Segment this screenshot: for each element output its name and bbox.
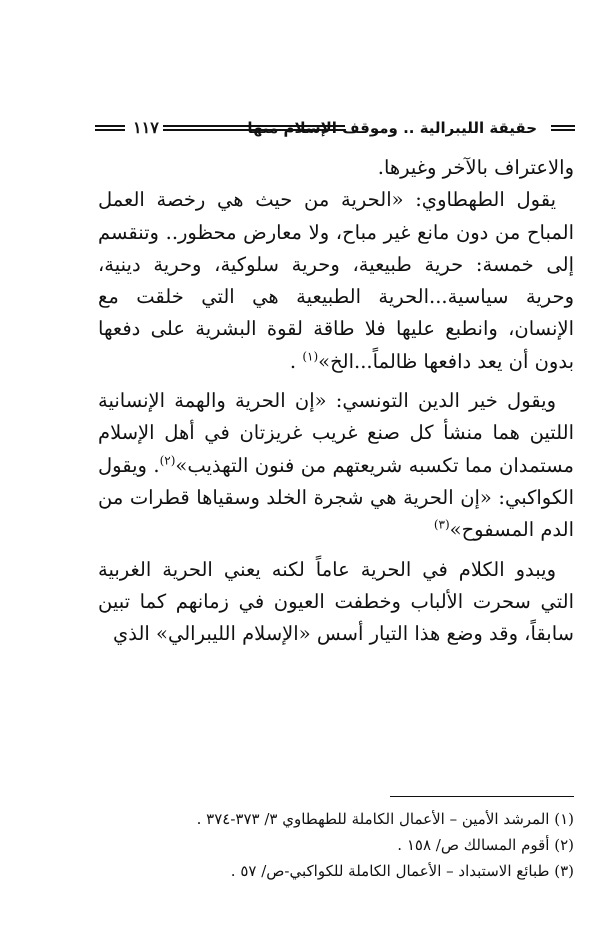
paragraph-2: يقول الطهطاوي: «الحرية من حيث هي رخصة العمل المباح من دون مانع غير مباح، ولا معارض محظور.. وتنقسم إلى خمسة: حرية طبيعية، وحرية سلوكية، وحرية دينية، وحرية سياسية...الحرية الطبيعية هي التي خلقت مع الإنسان، وانطبع عليها فلا طاقة لقوة البشرية على دفعها بدون أن يعد دافعها ظالماً...الخ»$^{(١)}$ . [98,188,574,373]
main-text [98,152,574,650]
running-header [95,118,575,142]
footnote-1: (١) المرشد الأمين – الأعمال الكاملة للطهطاوي ٣/ ٣٧٣-٣٧٤ . [196,810,574,828]
header-rule-right [551,125,575,131]
header-title: حقيقة الليبرالية .. وموقف الإسلام منها [247,119,537,137]
header-rule-left [95,125,125,131]
footnotes [150,806,574,884]
footnote-ref-2: (٢) [159,453,176,468]
footnote-separator [390,796,574,797]
footnote-ref-3: (٣) [433,517,450,532]
paragraph-4: ويبدو الكلام في الحرية عاماً لكنه يعني الحرية الغربية التي سحرت الألباب وخطفت العيون في زمانهم كما تبين سابقاً، وقد وضع هذا التيار أسس «الإسلام الليبرالي» الذي [98,557,574,646]
header-rule-middle [163,125,345,131]
paragraph-1: والاعتراف بالآخر وغيرها. [377,156,574,179]
footnote-2: (٢) أقوم المسالك ص/ ١٥٨ . [397,836,574,854]
paragraph-3: ويقول خير الدين التونسي: «إن الحرية والهمة الإنسانية اللتين هما منشأ كل صنع غريب غريزتان في أهل الإسلام مستمدان مما تكسبه شريعتهم من فنون التهذيب»$^{(٢)}$. ويقول الكواكبي: «إن الحرية هي شجرة الخلد وسقياها قطرات من الدم المسفوح»$^{(٣)}$ [98,389,574,542]
footnote-ref-1: (١) [302,349,319,364]
page-number: ١١٧ [133,118,159,137]
footnote-3: (٣) طبائع الاستبداد – الأعمال الكاملة للكواكبي-ص/ ٥٧ . [230,862,574,880]
